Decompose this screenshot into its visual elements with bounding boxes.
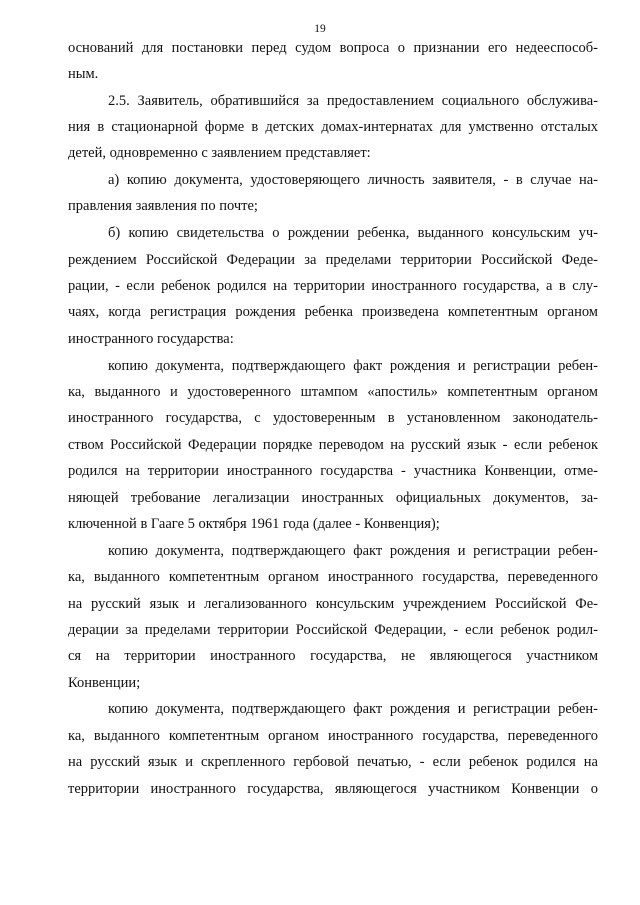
text-line: копию документа, подтверждающего факт рождения и регистрации ребен- (108, 543, 598, 559)
text-line: иностранного государства: (68, 331, 234, 347)
text-line: иностранного государства, с удостоверенным в установленном законодатель- (68, 410, 598, 426)
text-line: 2.5. Заявитель, обратившийся за предоставлением социального обслужива- (108, 93, 598, 109)
page-number: 19 (314, 23, 326, 35)
text-line: ка, выданного компетентным органом иностранного государства, переведенного (68, 728, 598, 744)
text-line: копию документа, подтверждающего факт рождения и регистрации ребен- (108, 701, 598, 717)
text-line: рации, - если ребенок родился на территории иностранного государства, а в слу- (68, 278, 598, 294)
text-line: на русский язык и скрепленного гербовой печатью, - если ребенок родился на (68, 754, 598, 770)
text-line: детей, одновременно с заявлением представляет: (68, 145, 371, 161)
text-line: копию документа, подтверждающего факт рождения и регистрации ребен- (108, 358, 598, 374)
text-line: ным. (68, 66, 99, 82)
text-line: ка, выданного компетентным органом иностранного государства, переведенного (68, 569, 598, 585)
text-line: ся на территории иностранного государства, не являющегося участником (68, 648, 598, 664)
text-line: ка, выданного и удостоверенного штампом «апостиль» компетентным органом (68, 384, 598, 400)
text-line: чаях, когда регистрация рождения ребенка произведена компетентным органом (68, 304, 598, 320)
text-line: няющей требование легализации иностранных официальных документов, за- (68, 490, 598, 506)
text-line: б) копию свидетельства о рождении ребенка, выданного консульским уч- (108, 225, 598, 241)
text-line: ством Российской Федерации порядке переводом на русский язык - если ребенок (68, 437, 598, 453)
text-line: а) копию документа, удостоверяющего личность заявителя, - в случае на- (108, 172, 598, 188)
text-line: ния в стационарной форме в детских домах-интернатах для умственно отсталых (68, 119, 598, 135)
text-line: территории иностранного государства, являющегося участником Конвенции о (68, 781, 598, 797)
text-line: ключенной в Гааге 5 октября 1961 года (далее - Конвенция); (68, 516, 440, 532)
text-line: оснований для постановки перед судом вопроса о признании его недееспособ- (68, 40, 598, 56)
text-line: правления заявления по почте; (68, 198, 258, 214)
text-line: Конвенции; (68, 675, 141, 691)
text-line: дерации за пределами территории Российской Федерации, - если ребенок родил- (68, 622, 598, 638)
text-line: на русский язык и легализованного консульским учреждением Российской Фе- (68, 596, 598, 612)
text-line: реждением Российской Федерации за пределами территории Российской Феде- (68, 252, 598, 268)
text-line: родился на территории иностранного государства - участника Конвенции, отме- (68, 463, 598, 479)
